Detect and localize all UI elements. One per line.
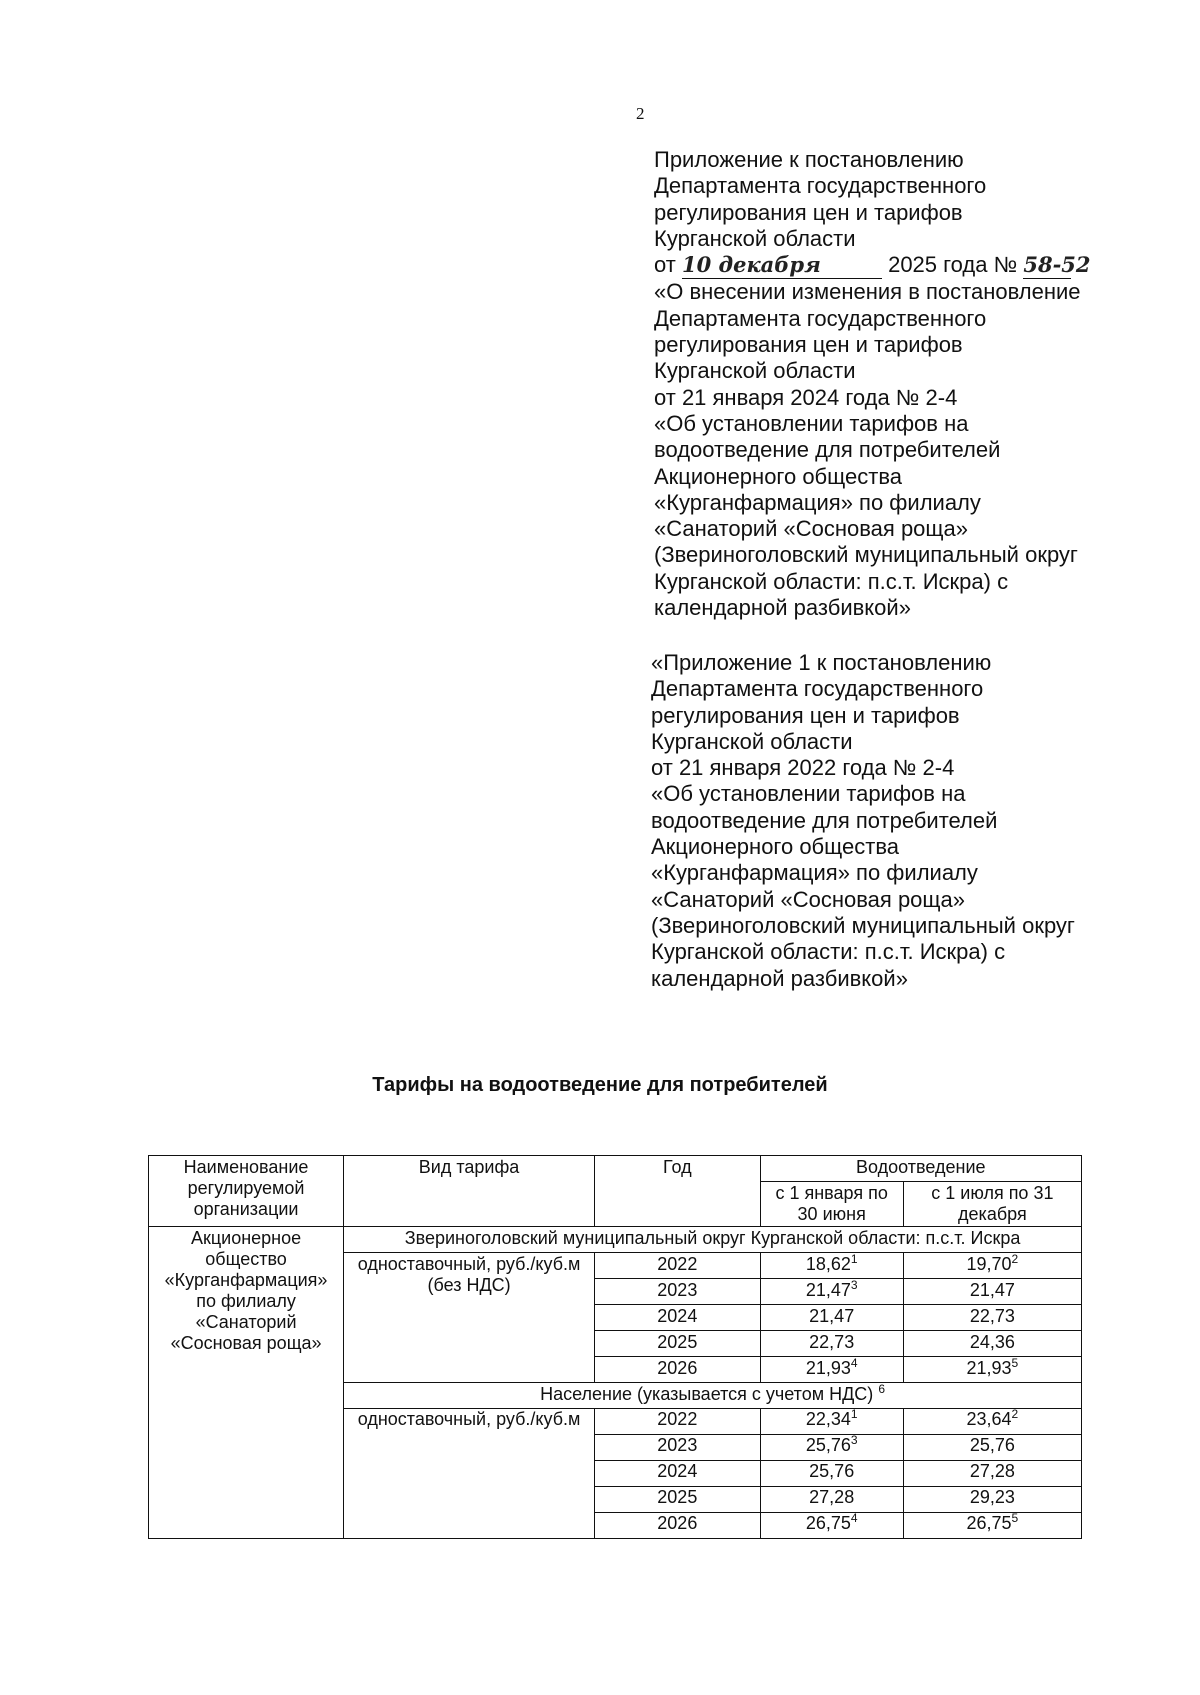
footnote-mark: 4: [850, 1356, 858, 1370]
header-line: Приложение к постановлению: [654, 147, 964, 172]
footnote-mark: 3: [850, 1278, 858, 1292]
appendix-line: «Санаторий «Сосновая роща»: [651, 886, 965, 912]
header-line: от 21 января 2024 года № 2-4: [654, 384, 958, 410]
table-header-row: [149, 1156, 1082, 1182]
page-number: 2: [636, 104, 645, 123]
header-line: Департамента государственного: [654, 305, 987, 331]
footnote-mark: 4: [850, 1511, 858, 1525]
header-line: Курганской области: [654, 225, 856, 251]
value-cell: 19,70$^2$: [903, 1253, 1081, 1279]
organization-cell: Акционерное общество «Курганфармация» по филиалу «Санаторий «Сосновая роща»: [149, 1227, 344, 1539]
year-cell: 2024: [595, 1305, 761, 1331]
value-cell: 27,28: [760, 1487, 903, 1513]
appendix-line: от 21 января 2022 года № 2-4: [651, 755, 955, 781]
header-year: Год: [595, 1156, 761, 1227]
header-half2: с 1 июля по 31 декабря: [903, 1182, 1081, 1227]
footnote-mark: 1: [850, 1252, 858, 1266]
appendix-line: Курганской области: п.с.т. Искра) с: [651, 939, 1006, 965]
value-cell: 21,93$^4$: [760, 1357, 903, 1383]
header-line: регулирования цен и тарифов: [654, 199, 963, 225]
header-service: Водоотведение: [760, 1156, 1081, 1182]
footnote-mark: 2: [1011, 1252, 1019, 1266]
handwritten-number: 58-52: [1023, 252, 1071, 279]
value-cell: 18,62$^1$: [760, 1253, 903, 1279]
year-cell: 2025: [595, 1331, 761, 1357]
appendix-line: «Приложение 1 к постановлению: [651, 650, 992, 675]
year-cell: 2026: [595, 1357, 761, 1383]
appendix-block: [651, 650, 1171, 992]
header-tariff-type: Вид тарифа: [344, 1156, 595, 1227]
value-cell: 21,93$^5$: [903, 1357, 1081, 1383]
section2-title: Население (указывается с учетом НДС) $^6$: [344, 1383, 1082, 1409]
footnote-mark: 1: [850, 1407, 858, 1421]
year-cell: 2023: [595, 1435, 761, 1461]
section1-tariff: одноставочный, руб./куб.м (без НДС): [344, 1253, 595, 1383]
value-cell: 21,47$^3$: [760, 1279, 903, 1305]
header-line: Департамента государственного: [654, 173, 987, 199]
header-line: «Санаторий «Сосновая роща»: [654, 516, 968, 542]
value-cell: 26,75$^4$: [760, 1513, 903, 1539]
date-prefix: от: [654, 252, 676, 278]
footnote-mark: 5: [1011, 1511, 1019, 1525]
year-cell: 2022: [595, 1253, 761, 1279]
date-suffix: 2025 года №: [888, 252, 1018, 278]
appendix-line: водоотведение для потребителей: [651, 807, 998, 833]
header-line: Курганской области: п.с.т. Искра) с: [654, 568, 1009, 594]
header-line: (Звериноголовский муниципальный округ: [654, 542, 1078, 568]
value-cell: 23,64$^2$: [903, 1409, 1081, 1435]
header-line: «Курганфармация» по филиалу: [654, 489, 981, 515]
value-cell: 25,76: [903, 1435, 1081, 1461]
value-cell: 27,28: [903, 1461, 1081, 1487]
value-cell: 26,75$^5$: [903, 1513, 1081, 1539]
appendix-line: календарной разбивкой»: [651, 965, 908, 991]
header-organization: Наименование регулируемой организации: [149, 1156, 344, 1227]
value-cell: 22,73: [903, 1305, 1081, 1331]
section1-title: Звериноголовский муниципальный округ Курганской области: п.с.т. Искра: [344, 1227, 1082, 1253]
header-half1: с 1 января по 30 июня: [760, 1182, 903, 1227]
year-cell: 2026: [595, 1513, 761, 1539]
section2-tariff: одноставочный, руб./куб.м: [344, 1409, 595, 1539]
value-cell: 29,23: [903, 1487, 1081, 1513]
header-line: Акционерного общества: [654, 463, 902, 489]
value-cell: 25,76: [760, 1461, 903, 1487]
decree-date-line: [654, 252, 1174, 279]
value-cell: 21,47: [760, 1305, 903, 1331]
header-line: календарной разбивкой»: [654, 595, 911, 621]
tariffs-table: [148, 1155, 1082, 1539]
header-block: [654, 147, 1174, 621]
appendix-line: Курганской области: [651, 728, 853, 754]
handwritten-date: 10 декабря: [682, 252, 882, 279]
footnote-mark: 5: [1011, 1356, 1019, 1370]
header-line: Курганской области: [654, 358, 856, 384]
header-line: регулирования цен и тарифов: [654, 332, 963, 358]
footnote-mark: 2: [1011, 1407, 1019, 1421]
section-title-row: [149, 1227, 1082, 1253]
year-cell: 2024: [595, 1461, 761, 1487]
year-cell: 2025: [595, 1487, 761, 1513]
footnote-mark: 3: [850, 1433, 858, 1447]
header-line: «О внесении изменения в постановление: [654, 279, 1081, 305]
appendix-line: Акционерного общества: [651, 834, 899, 860]
appendix-line: Департамента государственного: [651, 676, 984, 702]
header-line: водоотведение для потребителей: [654, 437, 1001, 463]
appendix-line: (Звериноголовский муниципальный округ: [651, 912, 1075, 938]
appendix-line: «Об установлении тарифов на: [651, 781, 966, 807]
value-cell: 21,47: [903, 1279, 1081, 1305]
value-cell: 22,34$^1$: [760, 1409, 903, 1435]
value-cell: 24,36: [903, 1331, 1081, 1357]
appendix-line: регулирования цен и тарифов: [651, 702, 960, 728]
value-cell: 25,76$^3$: [760, 1435, 903, 1461]
year-cell: 2023: [595, 1279, 761, 1305]
page-title: Тарифы на водоотведение для потребителей: [372, 1074, 828, 1096]
value-cell: 22,73: [760, 1331, 903, 1357]
footnote-mark: 6: [878, 1382, 885, 1396]
appendix-line: «Курганфармация» по филиалу: [651, 860, 978, 886]
header-line: «Об установлении тарифов на: [654, 410, 969, 436]
year-cell: 2022: [595, 1409, 761, 1435]
